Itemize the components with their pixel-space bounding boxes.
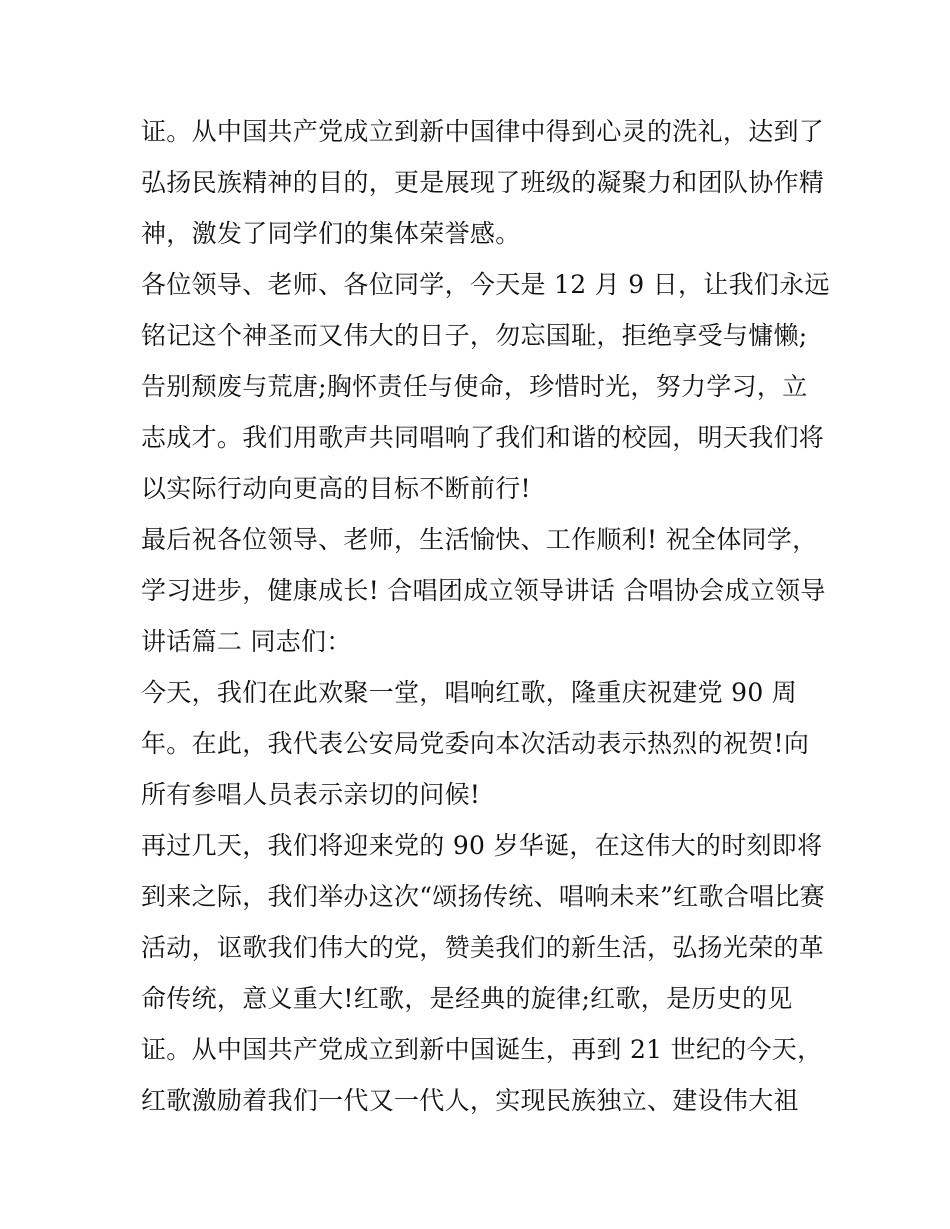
text-line: 活动，讴歌我们伟大的党，赞美我们的新生活，弘扬光荣的革	[141, 933, 825, 962]
text-line: 以实际行动向更高的目标不断前行!	[141, 474, 531, 503]
text-line: 再过几天，我们将迎来党的 90 岁华诞，在这伟大的时刻即将	[141, 831, 823, 860]
text-line: 各位领导、老师、各位同学，今天是 12 月 9 日，让我们永远	[141, 270, 830, 299]
text-line: 年。在此，我代表公安局党委向本次活动表示热烈的祝贺!向	[141, 729, 810, 758]
text-line: 最后祝各位领导、老师，生活愉快、工作顺利! 祝全体同学，	[141, 525, 818, 554]
text-line: 铭记这个神圣而又伟大的日子，勿忘国耻，拒绝享受与慵懒;	[141, 321, 808, 350]
text-line: 所有参唱人员表示亲切的问候!	[141, 780, 481, 809]
text-line: 告别颓废与荒唐;胸怀责任与使命，珍惜时光，努力学习，立	[141, 372, 808, 401]
text-line: 今天，我们在此欢聚一堂，唱响红歌，隆重庆祝建党 90 周	[141, 678, 798, 707]
text-line: 红歌激励着我们一代又一代人，实现民族独立、建设伟大祖	[141, 1086, 799, 1115]
body-text	[141, 106, 830, 1126]
text-line: 弘扬民族精神的目的，更是展现了班级的凝聚力和团队协作精	[141, 168, 825, 197]
text-line: 讲话篇二 同志们：	[141, 627, 352, 656]
text-line: 学习进步，健康成长! 合唱团成立领导讲话 合唱协会成立领导	[141, 576, 826, 605]
text-line: 神，激发了同学们的集体荣誉感。	[141, 219, 521, 248]
text-line: 到来之际，我们举办这次“颂扬传统、唱响未来”红歌合唱比赛	[141, 882, 825, 911]
text-line: 命传统，意义重大!红歌，是经典的旋律;红歌，是历史的见	[141, 984, 793, 1013]
text-line: 证。从中国共产党成立到新中国诞生，再到 21 世纪的今天，	[141, 1035, 823, 1064]
text-line: 志成才。我们用歌声共同唱响了我们和谐的校园，明天我们将	[141, 423, 825, 452]
text-line: 证。从中国共产党成立到新中国律中得到心灵的洗礼，达到了	[141, 117, 825, 146]
